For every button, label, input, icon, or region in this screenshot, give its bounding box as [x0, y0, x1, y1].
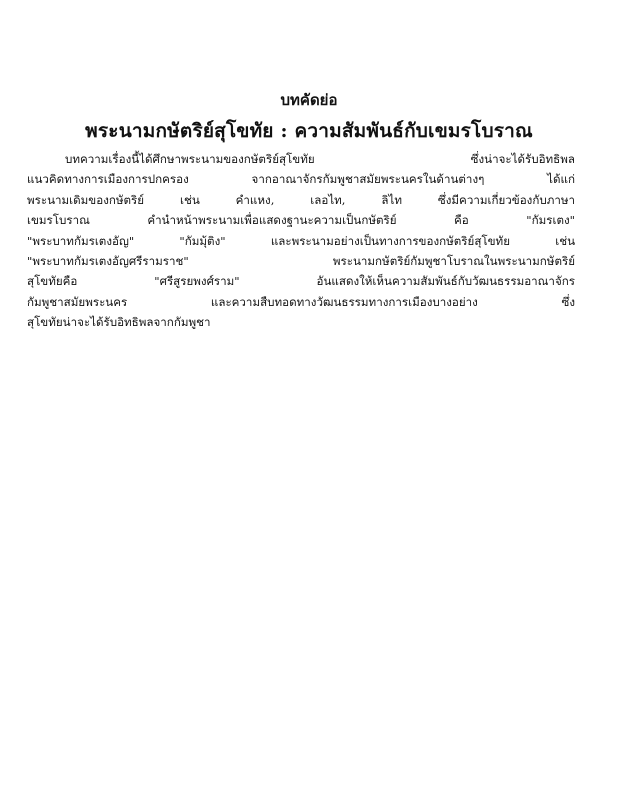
- abstract-line: เขมรโบราณ คำนำหน้าพระนามเพื่อแสดงฐานะความเป็นกษัตริย์ คือ "กัมรเตง": [27, 213, 575, 228]
- abstract-line: กัมพูชาสมัยพระนคร และความสืบทอดทางวัฒนธรรมทางการเมืองบางอย่าง ซึ่ง: [27, 294, 575, 309]
- article-title: พระนามกษัตริย์สุโขทัย : ความสัมพันธ์กับเขมรโบราณ: [85, 120, 533, 142]
- abstract-line: บทความเรื่องนี้ได้ศึกษาพระนามของกษัตริย์สุโขทัย ซึ่งน่าจะได้รับอิทธิพล: [65, 152, 575, 166]
- abstract-line: "พระบาทกัมรเตงอัญศรีรามราช" พระนามกษัตริย์กัมพูชาโบราณในพระนามกษัตริย์: [27, 254, 575, 269]
- abstract-line: พระนามเดิมของกษัตริย์ เช่น คำแหง, เลอไท, ลิไท ซึ่งมีความเกี่ยวข้องกับภาษา: [27, 192, 575, 207]
- abstract-line: แนวคิดทางการเมืองการปกครอง จากอาณาจักรกัมพูชาสมัยพระนครในด้านต่างๆ ได้แก่: [27, 172, 575, 187]
- abstract-line: สุโขทัยน่าจะได้รับอิทธิพลจากกัมพูชา: [27, 315, 211, 330]
- abstract-line: "พระบาทกัมรเตงอัญ" "กัมมุ้ติง" และพระนามอย่างเป็นทางการของกษัตริย์สุโขทัย เช่น: [27, 233, 575, 248]
- abstract-line: สุโขทัยคือ "ศรีสูรยพงศ์ราม" อันแสดงให้เห็นความสัมพันธ์กับวัฒนธรรมอาณาจักร: [27, 274, 575, 289]
- abstract-heading: บทคัดย่อ: [280, 91, 338, 109]
- abstract-body: [27, 149, 575, 333]
